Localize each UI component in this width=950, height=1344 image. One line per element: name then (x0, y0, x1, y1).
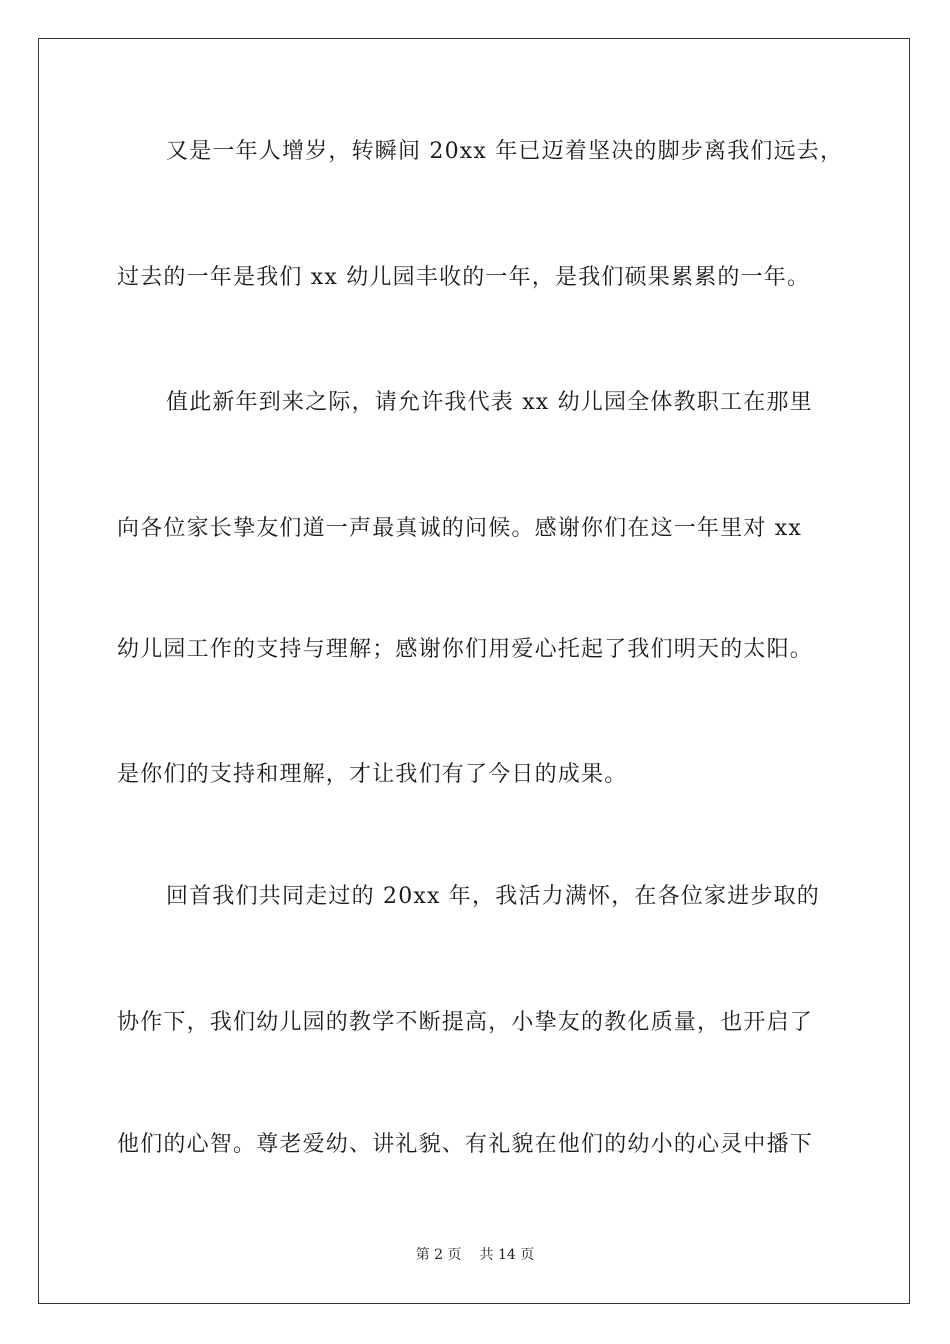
paragraph-2-line-2: 向各位家长挚友们道一声最真诚的问候。感谢你们在这一年里对 xx (117, 516, 803, 541)
paragraph-2-line-4: 是你们的支持和理解，才让我们有了今日的成果。 (117, 762, 628, 787)
paragraph-3-line-3: 他们的心智。尊老爱幼、讲礼貌、有礼貌在他们的幼小的心灵中播下 (117, 1132, 814, 1157)
paragraph-1-line-1: 又是一年人增岁，转瞬间 20xx 年已迈着坚决的脚步离我们远去， (166, 139, 844, 164)
paragraph-1-line-2: 过去的一年是我们 xx 幼儿园丰收的一年，是我们硕果累累的一年。 (117, 265, 811, 290)
paragraph-2-line-3: 幼儿园工作的支持与理解；感谢你们用爱心托起了我们明天的太阳。 (117, 637, 814, 662)
paragraph-3-line-2: 协作下，我们幼儿园的教学不断提高，小挚友的教化质量，也开启了 (117, 1010, 814, 1035)
page-number: 第 2 页 (415, 1247, 462, 1263)
page-footer (0, 1246, 950, 1264)
paragraph-3-line-1: 回首我们共同走过的 20xx 年，我活力满怀，在各位家进步取的 (166, 884, 820, 909)
page-total: 共 14 页 (479, 1247, 535, 1263)
paragraph-2-line-1: 值此新年到来之际，请允许我代表 xx 幼儿园全体教职工在那里 (166, 390, 813, 415)
page-border (38, 38, 910, 1304)
